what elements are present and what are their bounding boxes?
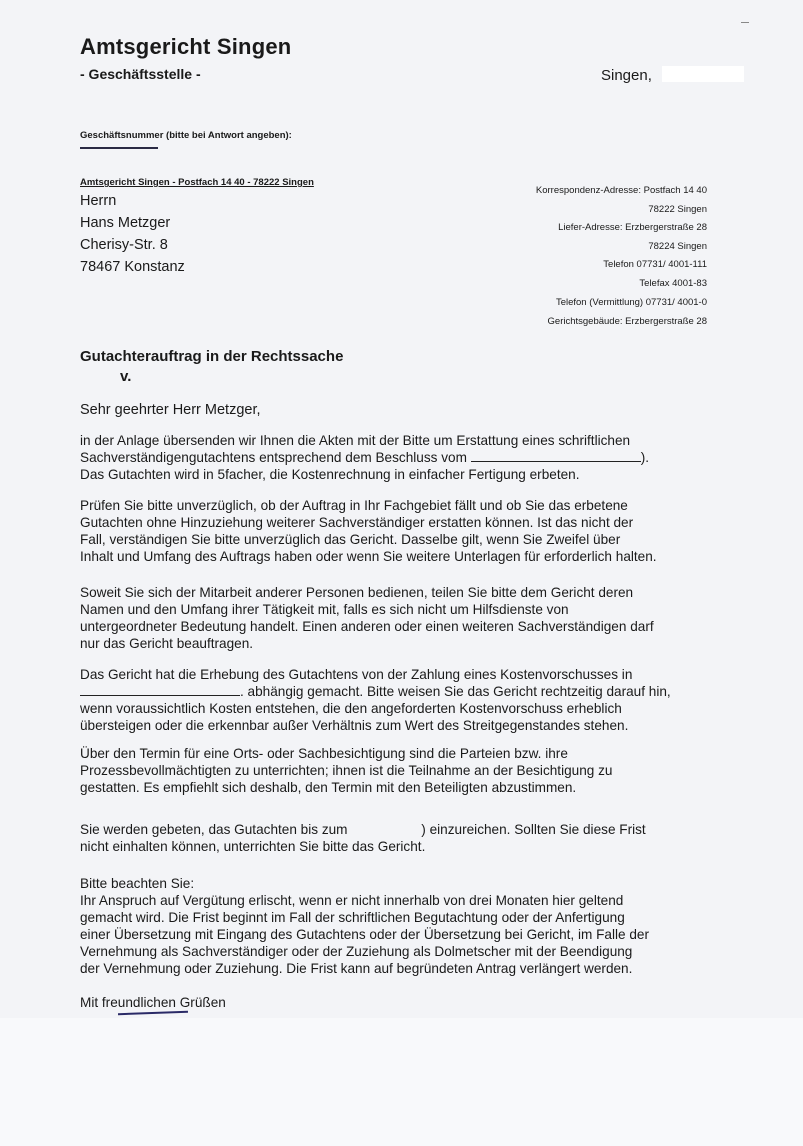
text-line: Fall, verständigen Sie bitte unverzüglich das Gericht. Dasselbe gilt, wenn Sie Zweifel über	[80, 532, 621, 547]
text-line: wenn voraussichtlich Kosten entstehen, die den angeforderten Kostenvorschuss erheblich	[80, 701, 622, 716]
court-name: Amtsgericht Singen	[80, 34, 292, 59]
paragraph-2	[80, 497, 740, 565]
text-line: nur das Gericht beauftragen.	[80, 636, 254, 651]
contact-line: 78222 Singen	[648, 204, 707, 215]
paragraph-6	[80, 821, 740, 855]
text-line: übersteigen oder die erkennbar außer Verhältnis zum Wert des Streitgegenstandes stehen.	[80, 718, 629, 733]
text-line: Prozessbevollmächtigten zu unterrichten; ihnen ist die Teilnahme an der Besichtigung zu	[80, 763, 613, 778]
case-number-label: Geschäftsnummer (bitte bei Antwort angeben):	[80, 130, 292, 141]
closing: Mit freundlichen Grüßen	[80, 995, 226, 1010]
text-line	[80, 449, 740, 466]
recipient-line: 78467 Konstanz	[80, 259, 185, 275]
contact-line: Liefer-Adresse: Erzbergerstraße 28	[558, 222, 707, 233]
contact-line: Korrespondenz-Adresse: Postfach 14 40	[535, 185, 707, 196]
signature-stroke	[118, 1011, 188, 1015]
subject-line: Gutachterauftrag in der Rechtssache	[80, 348, 344, 365]
scan-mark	[741, 22, 749, 23]
place-date: Singen,	[601, 67, 652, 84]
paragraph-1	[80, 432, 740, 483]
paragraph-7	[80, 875, 740, 977]
recipient-line: Hans Metzger	[80, 215, 171, 231]
text-line: Gutachten ohne Hinzuziehung weiterer Sachverständiger erstatten können. Ist das nicht der	[80, 515, 634, 530]
text-line: Namen und den Umfang ihrer Tätigkeit mit, falls es sich nicht um Hilfsdienste von	[80, 602, 569, 617]
recipient-line: Herrn	[80, 193, 117, 209]
case-number-underline	[80, 147, 158, 149]
salutation: Sehr geehrter Herr Metzger,	[80, 402, 261, 418]
recipient-line: Cherisy-Str. 8	[80, 237, 168, 253]
contact-line: Gerichtsgebäude: Erzbergerstraße 28	[547, 316, 707, 327]
paragraph-4	[80, 666, 740, 734]
text-segment: Sie werden gebeten, das Gutachten bis zum	[80, 822, 348, 837]
text-line: Bitte beachten Sie:	[80, 876, 195, 891]
text-segment: ) einzureichen. Sollten Sie diese Frist	[421, 822, 646, 837]
text-line: einer Übersetzung mit Eingang des Gutachtens oder der Übersetzung bei Gericht, im Falle der	[80, 927, 649, 942]
text-segment: . abhängig gemacht. Bitte weisen Sie das Gericht rechtzeitig darauf hin,	[240, 684, 671, 699]
redacted-amount-field	[80, 695, 240, 696]
text-line: Das Gericht hat die Erhebung des Gutachtens von der Zahlung eines Kostenvorschusses in	[80, 667, 633, 682]
paragraph-3	[80, 584, 740, 652]
text-line: in der Anlage übersenden wir Ihnen die Akten mit der Bitte um Erstattung eines schriftlichen	[80, 433, 631, 448]
contact-line: Telefax 4001-83	[639, 278, 707, 289]
text-line: der Vernehmung oder Zuziehung. Die Frist kann auf begründeten Antrag verlängert werden.	[80, 961, 633, 976]
text-line: Das Gutachten wird in 5facher, die Kostenrechnung in einfacher Fertigung erbeten.	[80, 467, 580, 482]
text-line: untergeordneter Bedeutung handelt. Einen anderen oder einen weiteren Sachverständigen darf	[80, 619, 654, 634]
text-line	[80, 821, 740, 838]
sender-line: Amtsgericht Singen - Postfach 14 40 - 78222 Singen	[80, 177, 314, 188]
subject-parties: v.	[120, 368, 132, 385]
text-line: gestatten. Es empfiehlt sich deshalb, den Termin mit den Beteiligten abzustimmen.	[80, 780, 577, 795]
text-segment: Sachverständigengutachtens entsprechend dem Beschluss vom	[80, 450, 467, 465]
text-line: gemacht wird. Die Frist beginnt im Fall der schriftlichen Begutachtung oder der Anfertigung	[80, 910, 625, 925]
contact-line: 78224 Singen	[648, 241, 707, 252]
text-line: Soweit Sie sich der Mitarbeit anderer Personen bedienen, teilen Sie bitte dem Gericht deren	[80, 585, 634, 600]
redacted-date-field	[471, 461, 641, 462]
text-line: Über den Termin für eine Orts- oder Sachbesichtigung sind die Parteien bzw. ihre	[80, 746, 568, 761]
text-line: Ihr Anspruch auf Vergütung erlischt, wenn er nicht innerhalb von drei Monaten hier geltend	[80, 893, 624, 908]
contact-line: Telefon (Vermittlung) 07731/ 4001-0	[555, 297, 707, 308]
contact-line: Telefon 07731/ 4001-111	[603, 259, 707, 270]
redacted-date	[662, 66, 744, 82]
text-line: Inhalt und Umfang des Auftrags haben oder wenn Sie weitere Unterlagen für erforderlich halten.	[80, 549, 657, 564]
text-line: Vernehmung als Sachverständiger oder der Zuziehung als Dolmetscher mit der Beendigung	[80, 944, 633, 959]
text-line	[80, 683, 740, 700]
text-line: Prüfen Sie bitte unverzüglich, ob der Auftrag in Ihr Fachgebiet fällt und ob Sie das erbetene	[80, 498, 628, 513]
scan-background	[0, 1018, 803, 1146]
text-line: nicht einhalten können, unterrichten Sie bitte das Gericht.	[80, 839, 426, 854]
paragraph-5	[80, 745, 740, 796]
office-name: - Geschäftsstelle -	[80, 66, 201, 82]
text-segment: ).	[640, 450, 649, 465]
